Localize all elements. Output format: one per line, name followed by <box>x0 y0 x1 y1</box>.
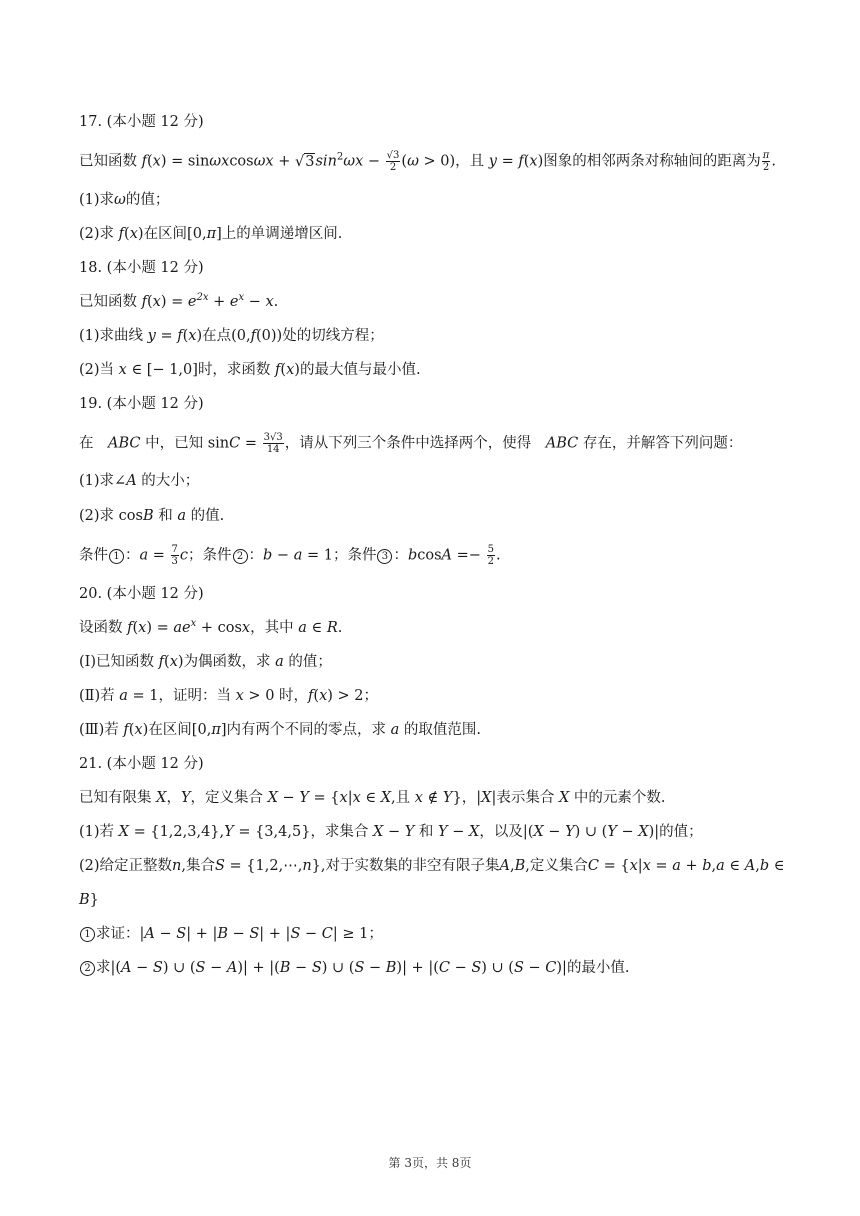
q20-header: 20. (本小题 12 分) <box>79 586 204 602</box>
page-footer: 第 3页，共 8页 <box>388 1156 472 1170</box>
q18-part2: (2)当 x ∈ [− 1,0]时，求函数 f(x)的最大值与最小值. <box>79 362 421 378</box>
q19-header: 19. (本小题 12 分) <box>79 396 204 412</box>
q18-part1: (1)求曲线 y = f(x)在点(0,f(0))处的切线方程； <box>79 328 384 344</box>
q17-stem: 已知函数 $f(x) = \sin\omega xcos\omega x + √3\sin^2\omega x$ − $\frac{√3}{2}$ (ω > 0)，且 y = f(x)图象的相邻两条对称轴间的距离为 $\frac{\pi}{2}$ . <box>79 150 776 173</box>
q17-part1: (1)求ω的值； <box>79 192 170 208</box>
q21-part1: (1)若 X = {1,2,3,4},Y = {3,4,5}，求集合 X − Y 和 Y − X，以及|(X − Y) ∪ (Y − X)|的值； <box>79 824 703 840</box>
q19-part2: (2)求 cosB 和 a 的值. <box>79 508 225 524</box>
q20-part2: (Ⅱ)若 a = 1，证明：当 x > 0 时，f(x) > 2； <box>79 688 379 704</box>
q21-sub2: 2 求|(A − S) ∪ (S − A)| + |(B − S) ∪ (S − B)| + |(C − S) ∪ (S − C)|的最小值. <box>79 957 800 979</box>
q17-header: 17. (本小题 12 分) <box>79 114 204 130</box>
q19-conditions: 条件 1 ：a = $\frac{7}{3}$ c；条件 2 ：b − a = 1；条件 3 ：bcosA =− $\frac{5}{2}$ . <box>79 544 501 567</box>
q21-part2: (2)给定正整数n,集合S = {1,2,⋯,n},对于实数集的非空有限子集A,B,定义集合C = {x|x = a + b,a ∈ A,b ∈ <box>79 858 785 874</box>
q21-header: 21. (本小题 12 分) <box>79 756 204 772</box>
q19-part1: (1)求∠A 的大小； <box>79 473 200 489</box>
q21-sub1: 1 求证：|A − S| + |B − S| + |S − C| ≥ 1； <box>79 923 800 945</box>
q18-stem: 已知函数 $f(x) = e^{2x} + e^x - x$. <box>79 292 279 310</box>
q21-part2-cont: B} <box>79 892 99 908</box>
q20-part1: (Ⅰ)已知函数 f(x)为偶函数，求 a 的值； <box>79 654 332 670</box>
q20-part3: (Ⅲ)若 f(x)在区间[0,π]内有两个不同的零点，求 a 的取值范围. <box>79 722 481 738</box>
q18-header: 18. (本小题 12 分) <box>79 260 204 276</box>
q21-stem: 已知有限集 X，Y，定义集合 X − Y = {x|x ∈ X,且 x ∉ Y}，|X|表示集合 X 中的元素个数. <box>79 790 666 806</box>
q17-part2: (2)求 f(x)在区间[0,π]上的单调递增区间. <box>79 226 343 242</box>
q20-stem: 设函数 $f(x) = ae^x + \cos x$，其中 a ∈ R. <box>79 618 343 636</box>
q19-stem: 在 ABC 中，已知 sinC = $\frac{3√3}{14}$ ，请从下列三个条件中选择两个，使得 ABC 存在，并解答下列问题： <box>79 432 743 455</box>
